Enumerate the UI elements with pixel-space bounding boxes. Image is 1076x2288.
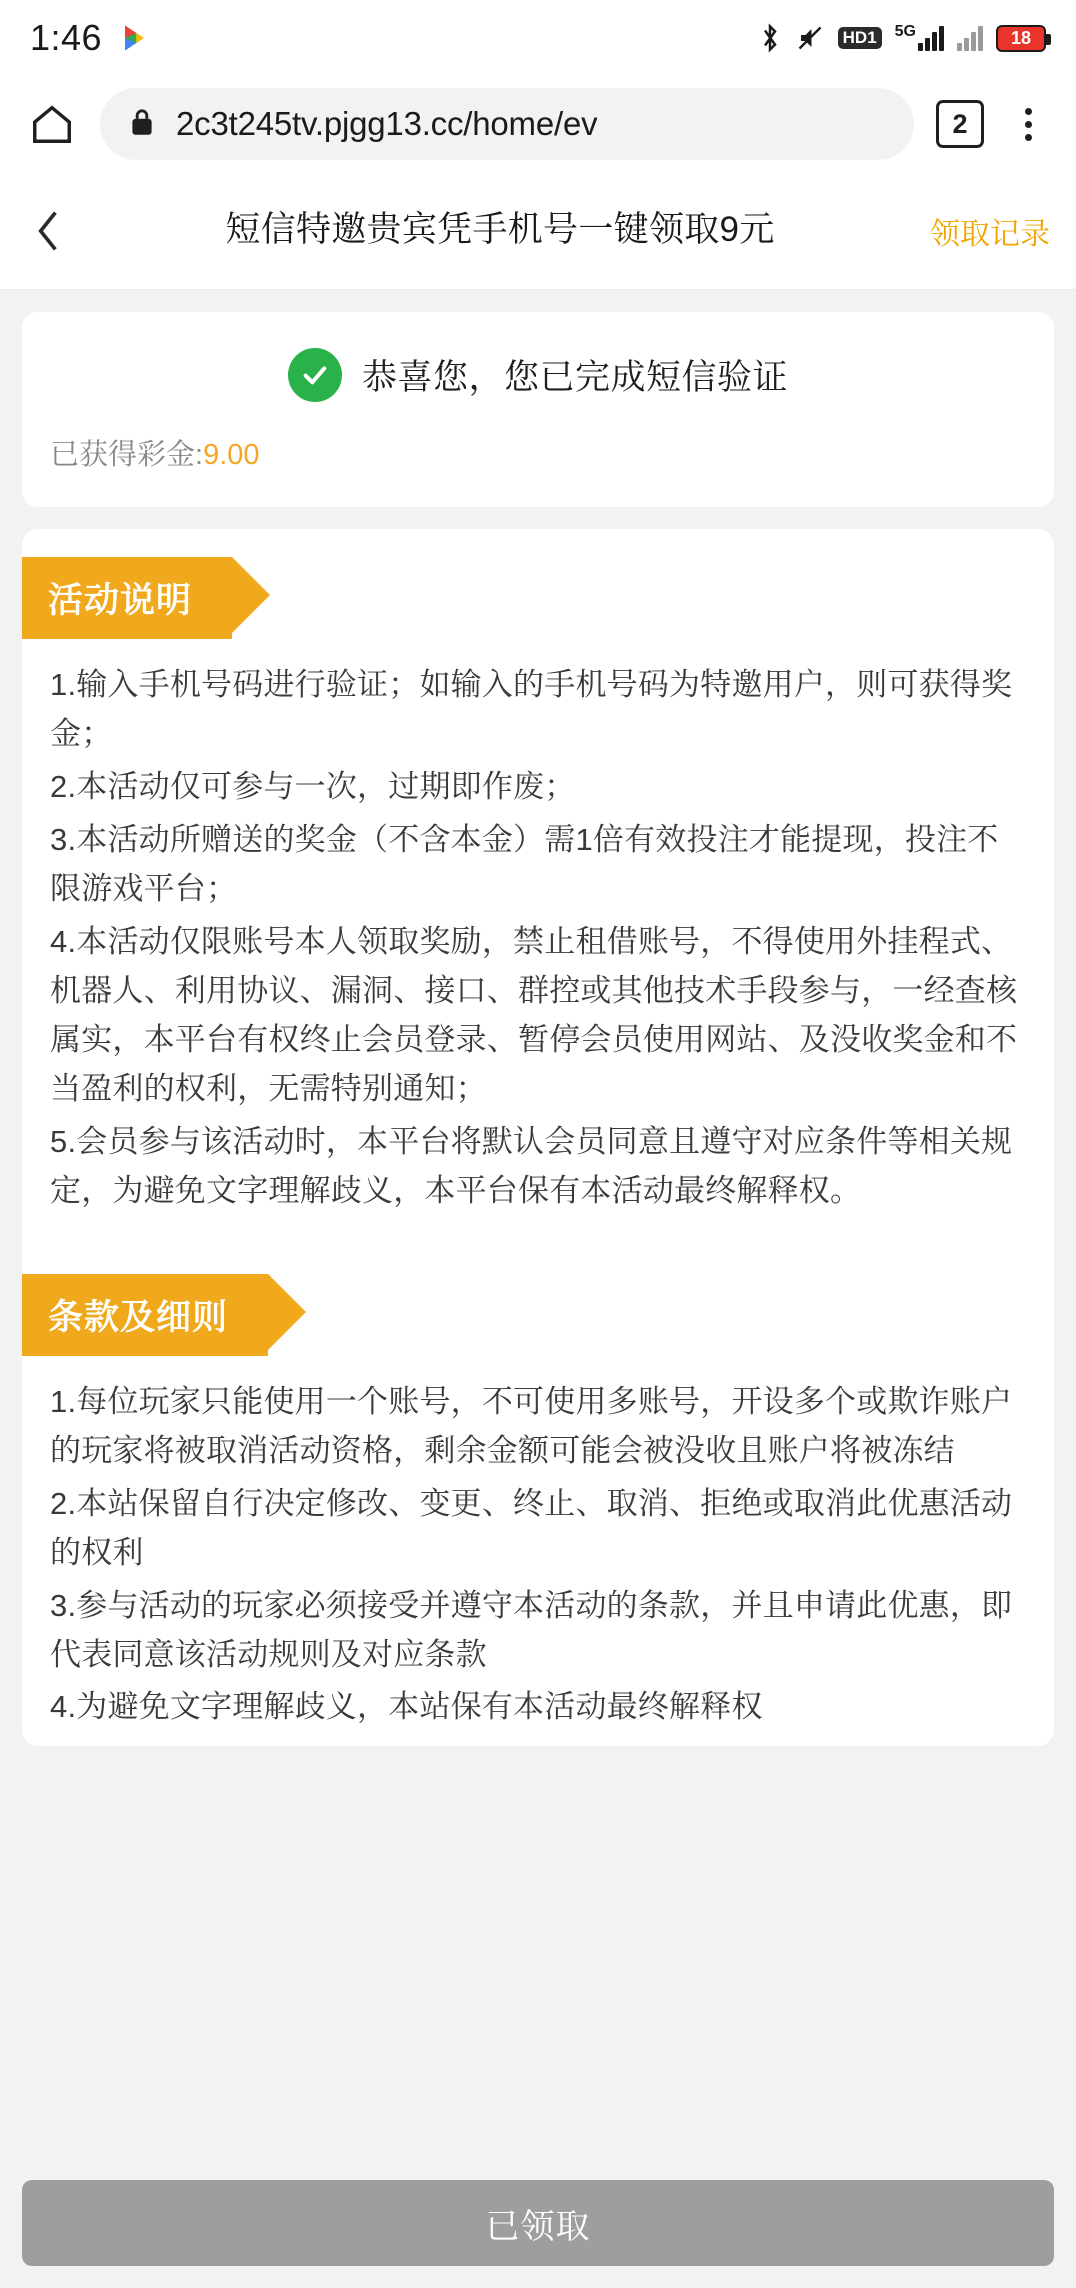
battery-icon: 18	[996, 25, 1046, 52]
lock-icon	[128, 106, 156, 143]
page-header	[0, 172, 1076, 290]
status-bar	[0, 0, 1076, 76]
success-message: 恭喜您，您已完成短信验证	[361, 358, 788, 397]
status-right-icons	[758, 23, 1046, 53]
terms-item: 2.本站保留自行决定修改、变更、终止、取消、拒绝或取消此优惠活动的权利	[50, 1485, 1013, 1570]
signal-secondary-icon	[957, 25, 983, 51]
page-title: 短信特邀贵宾凭手机号一键领取9元	[225, 210, 775, 250]
play-store-icon	[120, 23, 150, 53]
terms-item: 4.为避免文字理解歧义，本站保有本活动最终解释权	[50, 1689, 763, 1725]
bonus-amount: 9.00	[203, 439, 260, 471]
section-ribbon-terms-and-conditions: 条款及细则	[22, 1274, 268, 1356]
hd-call-icon: HD1	[838, 27, 882, 50]
claimed-button[interactable]: 已领取	[22, 2180, 1054, 2266]
check-circle-icon	[288, 348, 342, 402]
claim-record-link[interactable]: 领取记录	[930, 217, 1050, 251]
url-bar[interactable]	[100, 88, 914, 160]
browser-toolbar	[0, 76, 1076, 172]
home-icon[interactable]	[26, 98, 78, 150]
url-text: 2c3t245tv.pjgg13.cc/home/ev	[176, 105, 598, 142]
status-left-icons	[120, 23, 150, 53]
activity-rule-item: 5.会员参与该活动时，本平台将默认会员同意且遵守对应条件等相关规定，为避免文字理解歧义，本平台保有本活动最终解释权。	[50, 1123, 1013, 1208]
overflow-menu-icon[interactable]	[1006, 98, 1050, 150]
tab-switcher-button[interactable]: 2	[936, 100, 984, 148]
activity-rule-item: 2.本活动仅可参与一次，过期即作废；	[50, 768, 576, 804]
activity-rule-item: 3.本活动所赠送的奖金（不含本金）需1倍有效投注才能提现，投注不限游戏平台；	[50, 821, 999, 906]
activity-info-card	[22, 529, 1054, 1746]
terms-item: 3.参与活动的玩家必须接受并遵守本活动的条款，并且申请此优惠，即代表同意该活动规则及对应条款	[50, 1587, 1013, 1672]
activity-rule-item: 4.本活动仅限账号本人领取奖励，禁止租借账号，不得使用外挂程式、机器人、利用协议、漏洞、接口、群控或其他技术手段参与，一经查核属实，本平台有权终止会员登录、暂停会员使用网站、及没收奖金和不当盈利的权利，无需特别通知；	[50, 923, 1018, 1106]
bonus-row	[50, 432, 1026, 473]
verification-status-card	[22, 312, 1054, 507]
signal-5g-icon: 5G	[895, 25, 944, 51]
activity-rule-item: 1.输入手机号码进行验证；如输入的手机号码为特邀用户，则可获得奖金；	[50, 667, 1013, 751]
chevron-left-icon[interactable]	[26, 201, 70, 261]
success-row	[50, 348, 1026, 402]
section-ribbon-activity-description: 活动说明	[22, 557, 232, 639]
mute-vibrate-icon	[795, 23, 825, 53]
content-area	[0, 290, 1076, 1746]
bonus-label: 已获得彩金:	[50, 439, 204, 471]
page-content	[0, 172, 1076, 2288]
bluetooth-icon	[758, 23, 782, 53]
bottom-action-bar	[0, 2164, 1076, 2288]
terms-item: 1.每位玩家只能使用一个账号，不可使用多账号，开设多个或欺诈账户的玩家将被取消活动资格，剩余金额可能会被没收且账户将被冻结	[50, 1383, 1013, 1468]
status-time: 1:46	[30, 17, 103, 58]
